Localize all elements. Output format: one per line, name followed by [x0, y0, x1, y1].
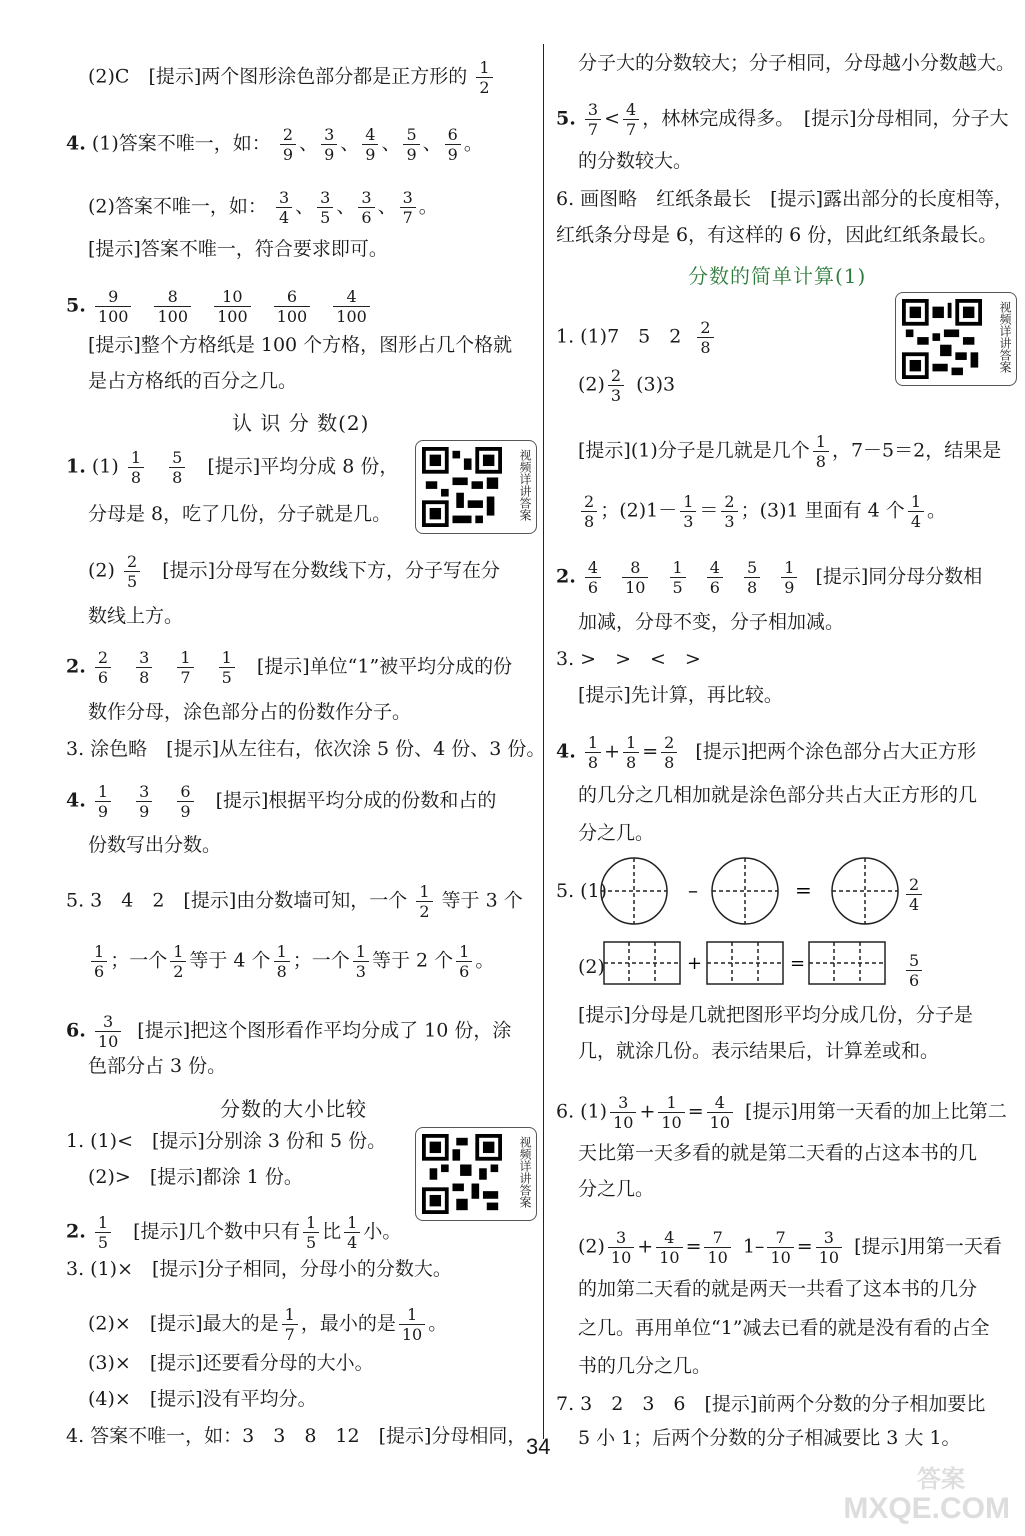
- answer-text: 1. (1)< [提示]分别涂 3 份和 5 份。: [66, 1130, 387, 1152]
- hint-text: [提示]先计算，再比较。: [578, 684, 783, 706]
- qr-code-icon: [902, 299, 982, 379]
- answer-text: (2)答案不唯一，如：: [88, 195, 267, 218]
- answer-fraction: $\frac{5}{6}$: [903, 951, 925, 990]
- hint-text: 天比第一天多看的就是第二天看的占这本书的几: [578, 1142, 978, 1164]
- answer-text: (2)× [提示]最大的是: [88, 1312, 279, 1335]
- hint-text: 之几。再用单位“1”减去已看的就是没有看的占全: [578, 1317, 990, 1339]
- answer-text: (3)× [提示]还要看分母的大小。: [88, 1352, 374, 1374]
- qr-code[interactable]: [415, 1127, 537, 1221]
- question-number: 4.: [66, 132, 86, 155]
- answer-line: 4. $\frac{1}{8}$ + $\frac{1}{8}$ = $\frac{2}{8}$ [提示]把两个涂色部分占大正方形: [556, 733, 977, 772]
- qr-code-icon: [422, 1134, 502, 1214]
- plus-sign: +: [687, 953, 703, 974]
- right-column: [548, 0, 1025, 1536]
- answer-line: 2. $\frac{2}{6}$ $\frac{3}{8}$ $\frac{1}{7}$ $\frac{1}{5}$ [提示]单位“1”被平均分成的份: [66, 648, 513, 687]
- hint-text: [提示]把两个涂色部分占大正方形: [695, 740, 977, 763]
- answer-text: (3)3: [636, 373, 676, 396]
- question-number: 1.: [66, 455, 86, 478]
- hint-text: [提示]单位“1”被平均分成的份: [256, 655, 513, 678]
- answer-line: 2. $\frac{4}{6}$ $\frac{8}{10}$ $\frac{1}{5}$ $\frac{4}{6}$ $\frac{5}{8}$ $\frac{1}{9}$ [提示]同分母分数相: [556, 558, 983, 597]
- hint-text: 的几分之几相加就是涂色部分共占大正方形的几: [578, 784, 978, 806]
- answer-line: 4. $\frac{1}{9}$ $\frac{3}{9}$ $\frac{6}{9}$ [提示]根据平均分成的份数和占的: [66, 782, 497, 821]
- circle-figure-2: [712, 858, 778, 924]
- minus-sign: –: [688, 878, 698, 902]
- equals-sign: =: [795, 878, 812, 902]
- answer-text: 等于 3 个: [441, 889, 523, 912]
- answer-line: $\frac{1}{6}$ ；一个 $\frac{1}{2}$ 等于 4 个 $\frac{1}{8}$ ；一个 $\frac{1}{3}$ 等于 2 个 $\frac{1}{6}$ 。: [88, 942, 494, 981]
- watermark-logo: 答案: [917, 1466, 965, 1493]
- hint-text: 分之几。: [578, 1178, 655, 1200]
- answer-line: (2) $\frac{2}{3}$ (3)3: [578, 366, 676, 405]
- qr-code-icon: [422, 447, 502, 527]
- answer-line: 5. $\frac{3}{7}$ < $\frac{4}{7}$ ，林林完成得多。 [提示]分母相同，分子大: [556, 100, 1009, 139]
- hint-text: 几，就涂几份。表示结果后，计算差或和。: [578, 1040, 940, 1062]
- hint-text: 数作分母，涂色部分占的份数作分子。: [88, 701, 412, 723]
- question-number: 4.: [556, 740, 576, 763]
- hint-text: [提示]用第一天看的加上比第二: [745, 1100, 1007, 1123]
- question-number: 5.: [66, 294, 86, 317]
- hint-text: 数线上方。: [88, 605, 184, 627]
- answer-text: (2): [578, 1235, 605, 1258]
- hint-text: [提示]答案不唯一，符合要求即可。: [88, 238, 388, 260]
- section-title: 分数的简单计算(1): [688, 264, 867, 288]
- answer-text: (1): [91, 455, 119, 478]
- answer-text: 7. 3 2 3 6 [提示]前两个分数的分子相加要比: [556, 1393, 986, 1415]
- hint-text: 分之几。: [578, 822, 655, 844]
- answer-text: 5. (1): [556, 880, 608, 902]
- answer-line: (2)× [提示]最大的是 $\frac{1}{7}$ ，最小的是 $\frac{1}{10}$ 。: [88, 1305, 448, 1344]
- hint-text: [提示]同分母分数相: [815, 565, 983, 588]
- hint-text: 分母是 8，吃了几份，分子就是几。: [88, 503, 392, 525]
- hint-text: [提示]整个方格纸是 100 个方格，图形占几个格就: [88, 334, 513, 356]
- answer-line: (2) $\frac{3}{10}$ + $\frac{4}{10}$ = $\frac{7}{10}$ 1– $\frac{7}{10}$ = $\frac{3}{10}$ [提示]用第一天看: [578, 1228, 1002, 1267]
- answer-line: 4. (1)答案不唯一，如： $\frac{2}{9}$ 、 $\frac{3}{9}$ 、 $\frac{4}{9}$ 、 $\frac{5}{9}$ 、 $\frac{6}{9}$ 。: [66, 125, 483, 164]
- hint-text: 份数写出分数。: [88, 834, 222, 856]
- hint-text: ，7－5＝2，结果是: [831, 439, 1002, 462]
- answer-text: (1)答案不唯一，如：: [91, 132, 271, 155]
- answer-line: (2) $\frac{2}{5}$ [提示]分母写在分数线下方，分子写在分: [88, 552, 501, 591]
- hint-text: 色部分占 3 份。: [88, 1055, 227, 1077]
- answer-text: (4)× [提示]没有平均分。: [88, 1388, 317, 1410]
- rect-figure-1: [604, 942, 680, 984]
- hint-text: [提示]用第一天看: [854, 1235, 1002, 1258]
- question-number: 4.: [66, 789, 86, 812]
- question-number: 2.: [556, 565, 576, 588]
- hint-text: 加减，分母不变，分子相加减。: [578, 611, 845, 633]
- hint-text: ，林林完成得多。 [提示]分母相同，分子大: [642, 107, 1009, 130]
- hint-text: [提示]把这个图形看作平均分成了 10 份，涂: [137, 1019, 512, 1042]
- answer-text: 红纸条分母是 6，有这样的 6 份，因此红纸条最长。: [556, 224, 998, 246]
- hint-text: [提示]分母写在分数线下方，分子写在分: [162, 559, 501, 582]
- answer-text: 6. 画图略 红纸条最长 [提示]露出部分的长度相等，: [556, 188, 1013, 210]
- answer-text: (2): [88, 559, 115, 582]
- watermark: MXQE.COM: [843, 1492, 1010, 1525]
- answer-text: 1. (1)7 5 2: [556, 325, 682, 348]
- hint-text: [提示]几个数中只有: [133, 1220, 300, 1243]
- question-number: 5.: [556, 107, 576, 130]
- question-number: 6.: [66, 1019, 86, 1042]
- qr-code[interactable]: [895, 292, 1017, 386]
- hint-text: [提示]根据平均分成的份数和占的: [215, 789, 497, 812]
- section-title: 认 识 分 数(2): [232, 411, 370, 435]
- section-title: 分数的大小比较: [220, 1097, 367, 1121]
- answer-line: $\frac{2}{8}$ ；(2)1－ $\frac{1}{3}$ ＝ $\frac{2}{3}$ ；(3)1 里面有 4 个 $\frac{1}{4}$ 。: [578, 492, 946, 531]
- hint-text: 的分数较大。: [578, 150, 693, 172]
- answer-text: 5 小 1；后两个分数的分子相减要比 3 大 1。: [578, 1427, 961, 1449]
- page-number: 34: [526, 1434, 551, 1459]
- rectangle-diagram: [603, 940, 933, 988]
- question-number: 2.: [66, 1220, 86, 1243]
- answer-text: 5. 3 4 2 [提示]由分数墙可知，一个: [66, 889, 408, 912]
- answer-line: 6. $\frac{3}{10}$ [提示]把这个图形看作平均分成了 10 份，涂: [66, 1012, 512, 1051]
- answer-text: 4. 答案不唯一，如：3 3 8 12 [提示]分母相同，: [66, 1425, 527, 1447]
- hint-text: [提示]分母是几就把图形平均分成几份，分子是: [578, 1004, 973, 1026]
- answer-line: 5. 3 4 2 [提示]由分数墙可知，一个 $\frac{1}{2}$ 等于 3 个: [66, 882, 523, 921]
- equals-sign: =: [790, 953, 806, 974]
- circle-diagram: [600, 856, 930, 926]
- answer-text: (2): [578, 373, 605, 396]
- answer-line: (2)答案不唯一，如： $\frac{3}{4}$ 、 $\frac{3}{5}$ 、 $\frac{3}{6}$ 、 $\frac{3}{7}$ 。: [88, 188, 438, 227]
- circle-figure-1: [601, 858, 667, 924]
- answer-line: 1. (1)7 5 2 $\frac{2}{8}$: [556, 318, 717, 357]
- hint-text: 书的几分之几。: [578, 1355, 712, 1377]
- answer-text: 分子大的分数较大；分子相同，分母越小分数越大。: [578, 52, 1016, 74]
- hint-text: 的加第二天看的就是两天一共看了这本书的几分: [578, 1278, 978, 1300]
- qr-caption: 视频详讲答案: [518, 449, 532, 521]
- answer-line: 1. (1) $\frac{1}{8}$ $\frac{5}{8}$ [提示]平均分成 8 份，: [66, 448, 399, 487]
- answer-text: (2): [578, 956, 605, 978]
- fraction: $\frac{1}{2}$: [476, 58, 492, 97]
- qr-caption: 视频详讲答案: [998, 301, 1012, 373]
- answer-text: (2)> [提示]都涂 1 份。: [88, 1166, 303, 1188]
- answer-text: 3. 涂色略 [提示]从左往右，依次涂 5 份、4 份、3 份。: [66, 738, 546, 760]
- answer-line: [88, 58, 496, 97]
- qr-code[interactable]: [415, 440, 537, 534]
- hint-text: [提示](1)分子是几就是几个: [578, 439, 810, 462]
- qr-caption: 视频详讲答案: [518, 1136, 532, 1208]
- answer-line: 2. $\frac{1}{5}$ [提示]几个数中只有 $\frac{1}{5}$ 比 $\frac{1}{4}$ 小。: [66, 1213, 402, 1252]
- rect-figure-2: [707, 942, 783, 984]
- answer-text: (2)C [提示]两个图形涂色部分都是正方形的: [88, 65, 468, 88]
- answer-line: 6. (1) $\frac{3}{10}$ + $\frac{1}{10}$ = $\frac{4}{10}$ [提示]用第一天看的加上比第二: [556, 1093, 1007, 1132]
- circle-figure-3: [832, 858, 898, 924]
- answer-fraction: $\frac{2}{4}$: [903, 875, 925, 914]
- question-number: 2.: [66, 655, 86, 678]
- answer-line: 5. $\frac{9}{100}$ $\frac{8}{100}$ $\frac{10}{100}$ $\frac{6}{100}$ $\frac{4}{100}$: [66, 287, 373, 326]
- rect-figure-3: [809, 942, 885, 984]
- answer-text: 3. > > < >: [556, 648, 701, 670]
- answer-text: 3. (1)× [提示]分子相同，分母小的分数大。: [66, 1258, 452, 1280]
- hint-text: [提示]平均分成 8 份，: [207, 455, 399, 478]
- hint-text: 是占方格纸的百分之几。: [88, 370, 298, 392]
- answer-line: [提示](1)分子是几就是几个 $\frac{1}{8}$ ，7－5＝2，结果是: [578, 432, 1002, 471]
- answer-text: 6. (1): [556, 1100, 608, 1123]
